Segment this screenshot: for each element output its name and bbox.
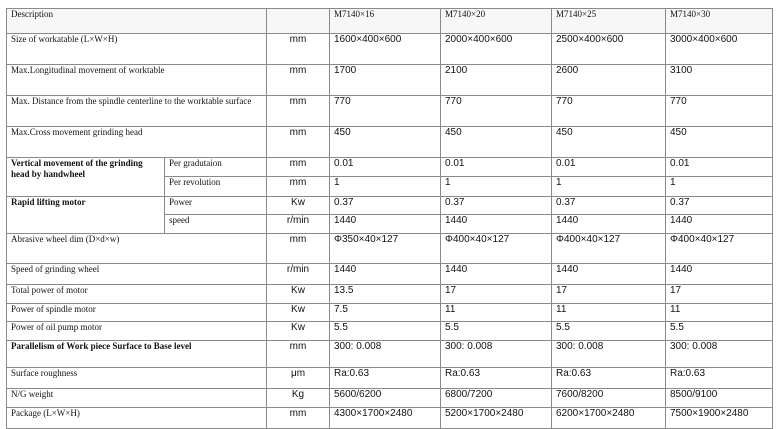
row-value: 1440 (552, 215, 666, 234)
row-value: 450 (666, 127, 773, 158)
table-row (7, 65, 773, 96)
row-unit: mm (267, 158, 330, 177)
table-row (7, 264, 773, 285)
table-row (7, 158, 773, 177)
row-value: 1600×400×600 (330, 34, 441, 65)
row-value: 770 (552, 96, 666, 127)
row-unit: r/min (267, 215, 330, 234)
table-row (7, 234, 773, 264)
row-value: 2100 (441, 65, 552, 96)
row-sublabel: speed (165, 215, 267, 234)
row-value: 11 (552, 304, 666, 322)
table-row (7, 285, 773, 304)
row-value: 770 (441, 96, 552, 127)
row-value: 450 (441, 127, 552, 158)
row-value: 5200×1700×2480 (441, 408, 552, 429)
row-unit: r/min (267, 264, 330, 285)
row-label: Power of spindle motor (7, 304, 267, 322)
row-value: 300: 0.008 (330, 341, 441, 368)
row-label: Size of workatable (L×W×H) (7, 34, 267, 65)
row-label: Package (L×W×H) (7, 408, 267, 429)
model-header-4: M7140×30 (666, 9, 773, 34)
row-value: 5.5 (441, 322, 552, 341)
row-value: 8500/9100 (666, 389, 773, 408)
row-value: 17 (552, 285, 666, 304)
row-value: 2600 (552, 65, 666, 96)
row-value: 2500×400×600 (552, 34, 666, 65)
row-label: Max.Cross movement grinding head (7, 127, 267, 158)
header-row (7, 9, 773, 34)
row-value: Φ350×40×127 (330, 234, 441, 264)
model-header-2: M7140×20 (441, 9, 552, 34)
row-value: 5.5 (330, 322, 441, 341)
row-sublabel: Per revolution (165, 177, 267, 197)
row-unit: mm (267, 127, 330, 158)
row-label: Parallelism of Work piece Surface to Base level (7, 341, 267, 368)
row-value: 1 (330, 177, 441, 197)
row-value: 0.37 (441, 197, 552, 215)
row-value: 1440 (666, 215, 773, 234)
row-unit: mm (267, 341, 330, 368)
row-value: 5.5 (552, 322, 666, 341)
row-unit: Kw (267, 322, 330, 341)
table-row (7, 389, 773, 408)
row-value: 1440 (441, 215, 552, 234)
row-value: Φ400×40×127 (552, 234, 666, 264)
row-unit: mm (267, 96, 330, 127)
row-value: 1 (552, 177, 666, 197)
model-header-3: M7140×25 (552, 9, 666, 34)
row-value: 6200×1700×2480 (552, 408, 666, 429)
row-value: 1 (441, 177, 552, 197)
row-value: 300: 0.008 (552, 341, 666, 368)
row-value: 770 (330, 96, 441, 127)
row-label: Speed of grinding wheel (7, 264, 267, 285)
row-sublabel: Per gradutaion (165, 158, 267, 177)
row-value: 7500×1900×2480 (666, 408, 773, 429)
row-value: 0.01 (552, 158, 666, 177)
row-label: Power of oil pump motor (7, 322, 267, 341)
table-row (7, 368, 773, 389)
row-unit: Kg (267, 389, 330, 408)
table-row (7, 127, 773, 158)
model-header-1: M7140×16 (330, 9, 441, 34)
row-value: 0.37 (666, 197, 773, 215)
row-value: 300: 0.008 (441, 341, 552, 368)
row-label: Max. Distance from the spindle centerline to the worktable surface (7, 96, 267, 127)
spec-table (6, 8, 773, 429)
row-value: 13.5 (330, 285, 441, 304)
row-value: 3000×400×600 (666, 34, 773, 65)
row-value: 0.37 (330, 197, 441, 215)
row-value: Ra:0.63 (666, 368, 773, 389)
row-value: 7.5 (330, 304, 441, 322)
row-value: 17 (666, 285, 773, 304)
row-value: Φ400×40×127 (441, 234, 552, 264)
row-value: 0.01 (666, 158, 773, 177)
row-unit: mm (267, 234, 330, 264)
row-value: Ra:0.63 (552, 368, 666, 389)
row-value: 450 (330, 127, 441, 158)
row-value: 0.01 (441, 158, 552, 177)
row-value: 1440 (441, 264, 552, 285)
group-label-rapid-lifting-motor: Rapid lifting motor (7, 197, 165, 234)
row-value: 2000×400×600 (441, 34, 552, 65)
row-unit: mm (267, 65, 330, 96)
row-unit: mm (267, 34, 330, 65)
row-value: 1440 (330, 264, 441, 285)
row-value: 0.37 (552, 197, 666, 215)
unit-header (267, 9, 330, 34)
row-value: 1440 (666, 264, 773, 285)
row-value: 450 (552, 127, 666, 158)
table-row (7, 304, 773, 322)
row-label: Abrasive wheel dim (D×d×w) (7, 234, 267, 264)
row-unit: μm (267, 368, 330, 389)
row-label: Surface roughness (7, 368, 267, 389)
row-value: 1700 (330, 65, 441, 96)
table-row (7, 197, 773, 215)
row-unit: Kw (267, 285, 330, 304)
row-value: 7600/8200 (552, 389, 666, 408)
row-value: 5600/6200 (330, 389, 441, 408)
spec-sheet (6, 8, 772, 427)
row-value: 1 (666, 177, 773, 197)
group-label-vertical-movement: Vertical movement of the grinding head by handwheel (7, 158, 165, 197)
row-value: 17 (441, 285, 552, 304)
table-row (7, 322, 773, 341)
row-value: Ra:0.63 (330, 368, 441, 389)
row-sublabel: Power (165, 197, 267, 215)
row-value: 300: 0.008 (666, 341, 773, 368)
row-value: Ra:0.63 (441, 368, 552, 389)
row-value: 770 (666, 96, 773, 127)
description-header: Description (7, 9, 267, 34)
row-value: 11 (666, 304, 773, 322)
row-label: Total power of motor (7, 285, 267, 304)
row-unit: Kw (267, 304, 330, 322)
row-value: 0.01 (330, 158, 441, 177)
table-row (7, 96, 773, 127)
row-value: Φ400×40×127 (666, 234, 773, 264)
row-unit: Kw (267, 197, 330, 215)
row-unit: mm (267, 408, 330, 429)
table-row (7, 34, 773, 65)
row-value: 11 (441, 304, 552, 322)
row-label: N/G weight (7, 389, 267, 408)
row-value: 3100 (666, 65, 773, 96)
table-row (7, 341, 773, 368)
row-value: 1440 (330, 215, 441, 234)
row-value: 1440 (552, 264, 666, 285)
row-value: 6800/7200 (441, 389, 552, 408)
row-value: 4300×1700×2480 (330, 408, 441, 429)
row-value: 5.5 (666, 322, 773, 341)
table-row (7, 408, 773, 429)
row-label: Max.Longitudinal movement of worktable (7, 65, 267, 96)
row-unit: mm (267, 177, 330, 197)
